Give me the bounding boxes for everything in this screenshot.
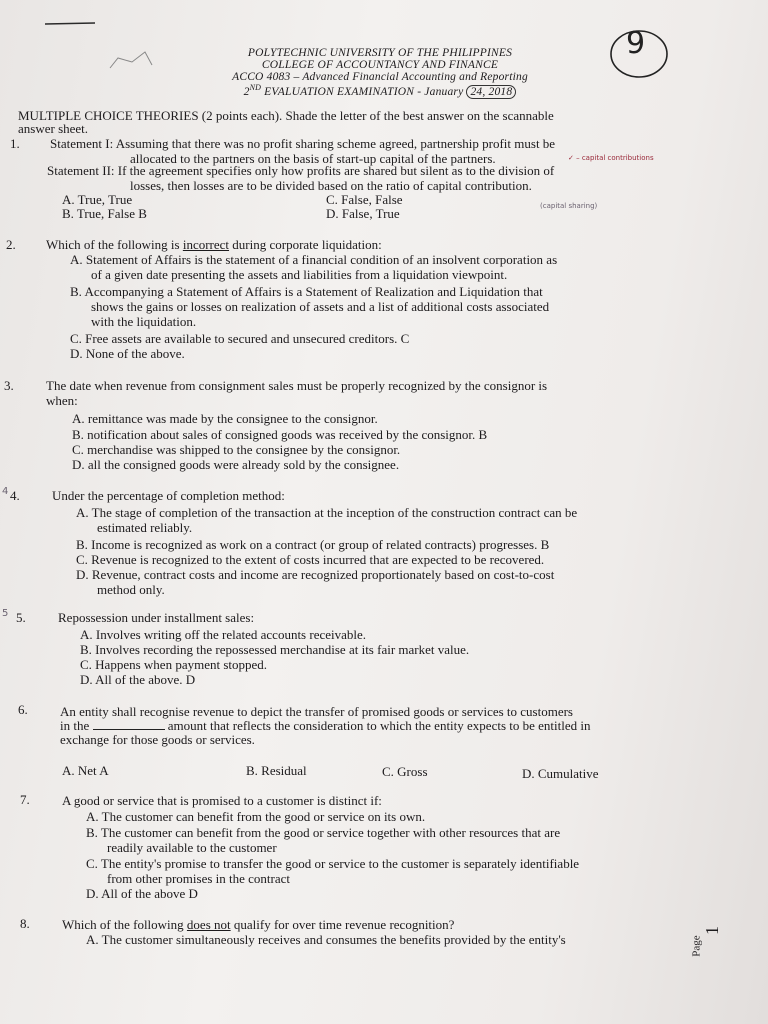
option-a-cont: estimated reliably. [97, 520, 193, 535]
option-a: A. The stage of completion of the transaction at the inception of the construction contract can be [76, 505, 578, 520]
margin-mark: 5 [2, 608, 9, 619]
option-a: A. The customer can benefit from the good or service on its own. [86, 809, 426, 824]
college-name: COLLEGE OF ACCOUNTANCY AND FINANCE [261, 59, 499, 71]
option-b: B. Residual [246, 763, 307, 778]
option-a: A. Net A [62, 763, 109, 778]
pen-scribble-icon [40, 10, 160, 80]
question-1-statement-2: Statement II: If the agreement specifies only how profits are shared but silent as to the division of [47, 163, 555, 178]
page-footer [692, 918, 732, 968]
option-b: B. Accompanying a Statement of Affairs is a Statement of Realization and Liquidation that [70, 284, 543, 299]
option-c-cont: from other promises in the contract [107, 871, 291, 886]
option-b: B. notification about sales of consigned goods was received by the consignor. B [72, 427, 488, 442]
question-number: 3. [4, 378, 14, 393]
option-c: C. Revenue is recognized to the extent of costs incurred that are expected to be recovered. [76, 552, 545, 567]
option-b-cont: shows the gains or losses on realization of assets and a list of additional costs associated [91, 299, 550, 314]
option-b: B. The customer can benefit from the good or service together with other resources that are [86, 825, 561, 840]
question-number: 8. [20, 916, 30, 931]
handwritten-note: (capital sharing) [540, 202, 598, 210]
question-1-statement-2-cont: losses, then losses are to be divided based on the ratio of capital contribution. [130, 178, 532, 193]
question-7-stem: A good or service that is promised to a customer is distinct if: [62, 793, 382, 808]
option-b: B. Involves recording the repossessed merchandise at its fair market value. [80, 642, 470, 657]
option-d: D. All of the above. D [80, 672, 196, 687]
page-label: Page [690, 935, 703, 957]
option-d-cont: method only. [97, 582, 165, 597]
question-8-stem: Which of the following does not qualify for over time revenue recognition? [62, 917, 455, 932]
question-number: 6. [18, 702, 28, 717]
course-title: ACCO 4083 – Advanced Financial Accounting and Reporting [232, 71, 528, 83]
option-c: C. Gross [382, 764, 428, 779]
option-b: B. Income is recognized as work on a contract (or group of related contracts) progresses. B [76, 537, 550, 552]
option-a: A. Involves writing off the related accounts receivable. [80, 627, 367, 642]
option-c: C. False, False [326, 192, 403, 207]
answer-blank [93, 719, 165, 730]
question-number: 7. [20, 792, 30, 807]
question-4-stem: Under the percentage of completion method: [52, 488, 285, 503]
score-mark: 9 [626, 26, 646, 61]
option-b: B. True, False B [62, 206, 147, 221]
option-d: D. None of the above. [70, 346, 185, 361]
option-d: D. Revenue, contract costs and income are recognized proportionately based on cost-to-cost [76, 567, 555, 582]
option-d: D. all the consigned goods were already sold by the consignee. [72, 457, 400, 472]
question-2-stem: Which of the following is incorrect during corporate liquidation: [46, 237, 382, 252]
option-b-cont: with the liquidation. [91, 314, 197, 329]
exam-title: 2ND EVALUATION EXAMINATION - January 24, 2018 [160, 83, 600, 98]
option-a-cont: of a given date presenting the assets and liabilities from a liquidation viewpoint. [91, 267, 508, 282]
question-6-stem: An entity shall recognise revenue to depict the transfer of promised goods or services to customers [60, 704, 573, 719]
question-number: 2. [6, 237, 16, 252]
option-a: A. Statement of Affairs is the statement of a financial condition of an insolvent corporation as [70, 252, 558, 267]
question-1-statement-1-cont: allocated to the partners on the basis of start-up capital of the partners. [130, 151, 496, 166]
option-a: A. remittance was made by the consignee to the consignor. [72, 411, 378, 426]
page-number: 1 [702, 926, 722, 935]
question-number: 5. [16, 610, 26, 625]
option-a: A. True, True [62, 192, 133, 207]
option-c: C. The entity's promise to transfer the good or service to the customer is separately identifiable [86, 856, 580, 871]
option-a: A. The customer simultaneously receives and consumes the benefits provided by the entity's [86, 932, 566, 947]
instructions: MULTIPLE CHOICE THEORIES (2 points each). Shade the letter of the best answer on the scannable answer sheet. [18, 108, 554, 136]
exam-date: 24, 2018 [466, 85, 516, 99]
question-1-statement-1: Statement I: Assuming that there was no profit sharing scheme agreed, partnership profit must be [50, 136, 556, 151]
question-6-stem-cont: in the amount that reflects the consideration to which the entity expects to be entitled in [60, 718, 591, 733]
option-d: D. All of the above D [86, 886, 198, 901]
option-d: D. Cumulative [522, 766, 599, 781]
university-name: POLYTECHNIC UNIVERSITY OF THE PHILIPPINES [247, 47, 513, 59]
handwritten-note: ✓ – capital contributions [568, 154, 654, 162]
option-b-cont: readily available to the customer [107, 840, 277, 855]
option-c: C. Free assets are available to secured and unsecured creditors. C [70, 331, 410, 346]
option-d: D. False, True [326, 206, 400, 221]
question-number: 4. [10, 488, 20, 503]
question-5-stem: Repossession under installment sales: [58, 610, 255, 625]
question-6-stem-cont: exchange for those goods or services. [60, 732, 255, 747]
question-number: 1. [10, 136, 20, 151]
question-3-stem: The date when revenue from consignment sales must be properly recognized by the consignor is [46, 378, 548, 393]
question-3-stem-cont: when: [46, 393, 78, 408]
margin-mark: 4 [2, 486, 9, 497]
option-c: C. merchandise was shipped to the consignee by the consignor. [72, 442, 401, 457]
option-c: C. Happens when payment stopped. [80, 657, 268, 672]
